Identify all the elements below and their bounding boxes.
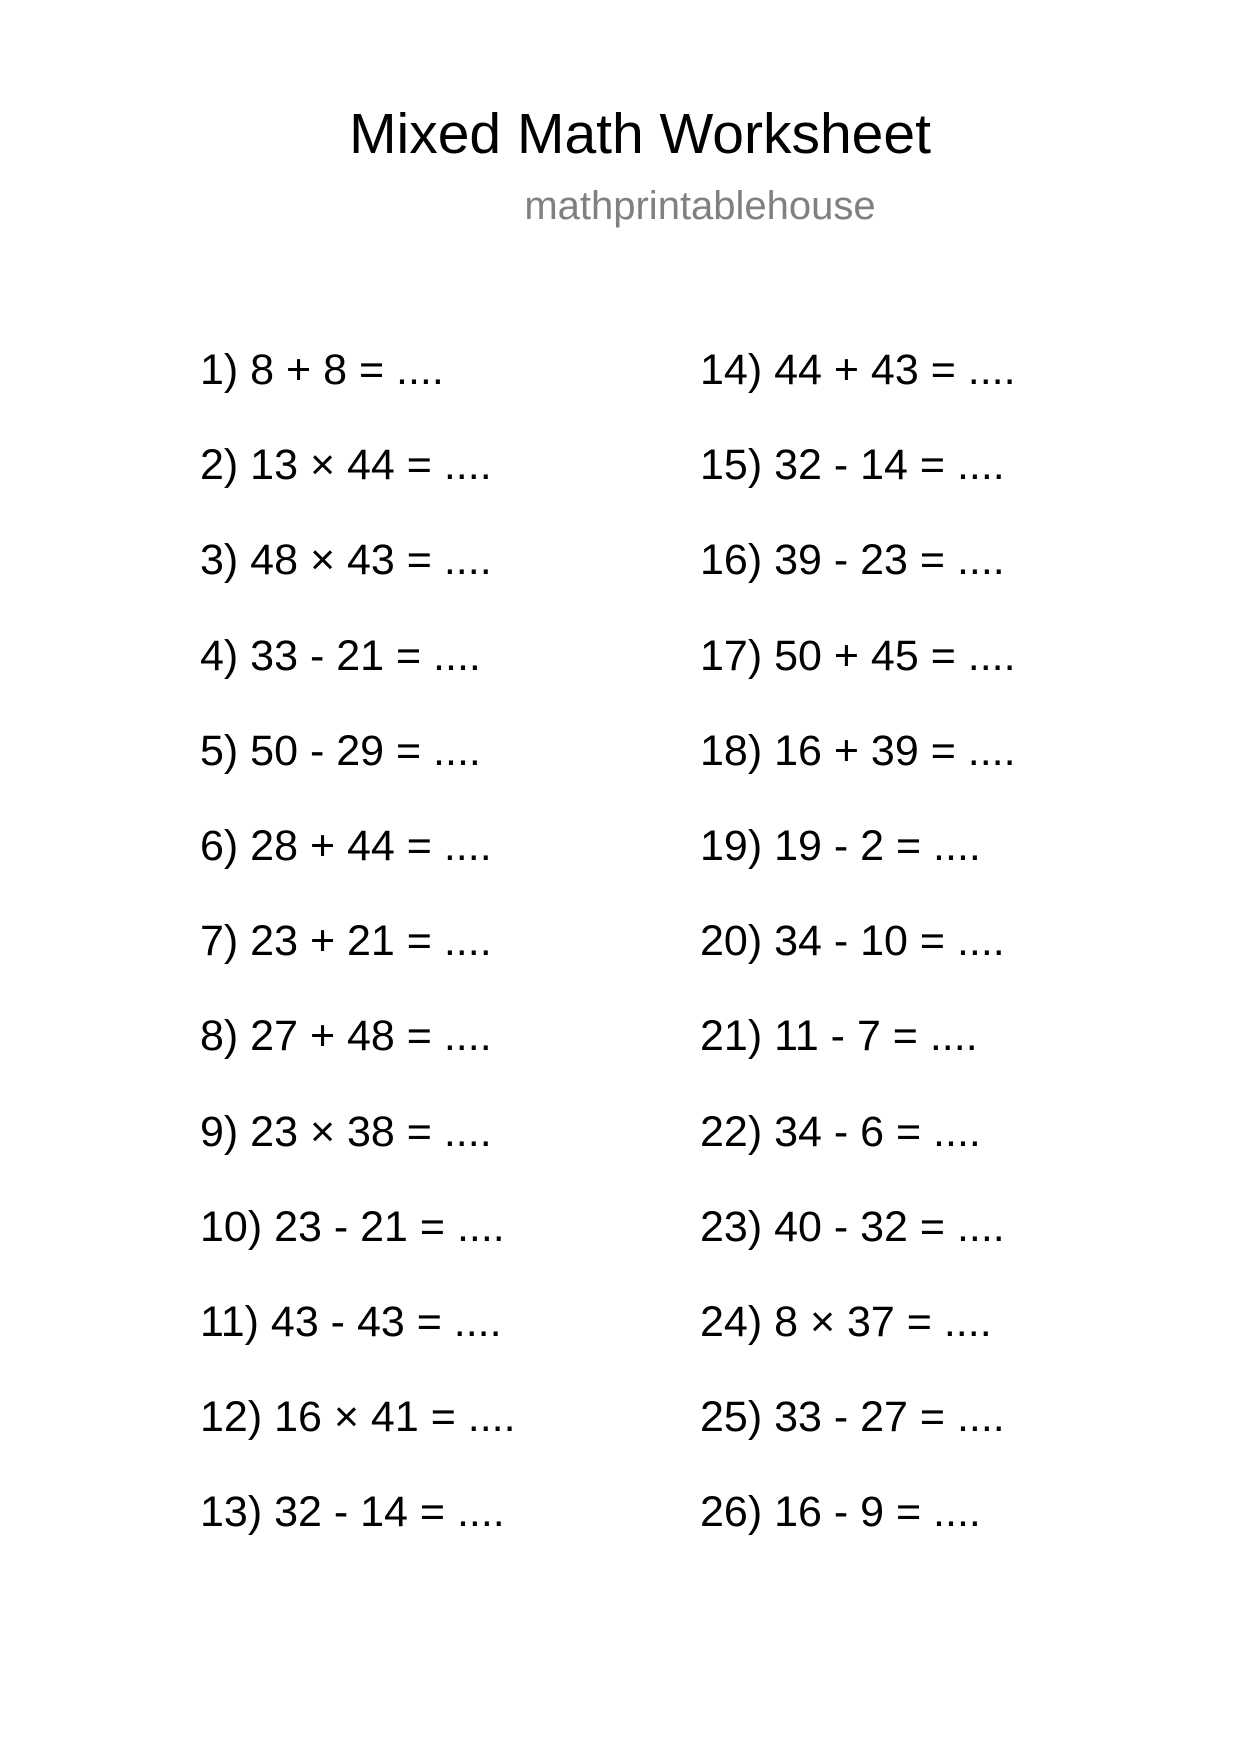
problem-item: 22) 34 - 6 = .... <box>700 1107 981 1156</box>
problem-item: 7) 23 + 21 = .... <box>200 917 492 966</box>
problem-item: 1) 8 + 8 = .... <box>200 346 444 394</box>
problem-item: 20) 34 - 10 = .... <box>700 917 1005 966</box>
problem-column-right <box>700 344 1016 1581</box>
problem-item: 6) 28 + 44 = .... <box>200 821 492 870</box>
problem-item: 10) 23 - 21 = .... <box>200 1202 505 1251</box>
problem-item: 21) 11 - 7 = .... <box>700 1012 978 1061</box>
problem-item: 8) 27 + 48 = .... <box>200 1012 492 1061</box>
problem-item: 17) 50 + 45 = .... <box>700 631 1016 680</box>
problem-item: 11) 43 - 43 = .... <box>200 1297 502 1346</box>
problem-item: 24) 8 × 37 = .... <box>700 1297 992 1346</box>
problem-item: 16) 39 - 23 = .... <box>700 536 1005 585</box>
problem-item: 13) 32 - 14 = .... <box>200 1488 505 1537</box>
problem-item: 12) 16 × 41 = .... <box>200 1393 516 1442</box>
page-title: Mixed Math Worksheet <box>349 102 931 166</box>
problem-item: 4) 33 - 21 = .... <box>200 631 481 680</box>
problem-item: 14) 44 + 43 = .... <box>700 346 1016 394</box>
problem-item: 2) 13 × 44 = .... <box>200 441 492 490</box>
problem-item: 26) 16 - 9 = .... <box>700 1488 981 1537</box>
problem-item: 18) 16 + 39 = .... <box>700 726 1016 775</box>
problem-item: 3) 48 × 43 = .... <box>200 536 492 585</box>
page-subtitle: mathprintablehouse <box>524 184 876 228</box>
problem-column-left <box>200 344 516 1581</box>
problem-item: 23) 40 - 32 = .... <box>700 1202 1005 1251</box>
problem-item: 25) 33 - 27 = .... <box>700 1393 1005 1442</box>
problem-item: 19) 19 - 2 = .... <box>700 821 981 870</box>
problem-item: 15) 32 - 14 = .... <box>700 441 1005 490</box>
problem-item: 9) 23 × 38 = .... <box>200 1107 492 1156</box>
problem-item: 5) 50 - 29 = .... <box>200 726 481 775</box>
